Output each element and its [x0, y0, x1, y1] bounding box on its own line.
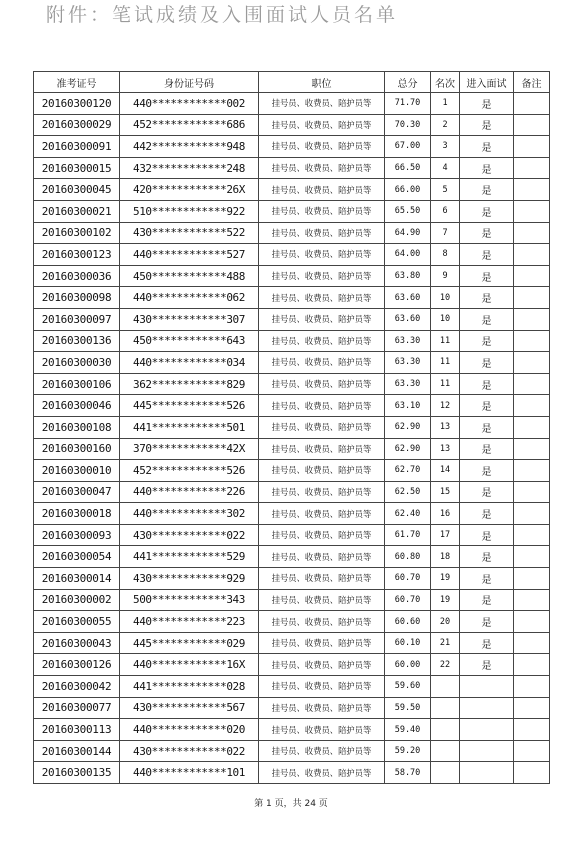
position-cell: 挂号员、收费员、陪护员等	[259, 503, 385, 525]
interview-cell: 是	[460, 416, 514, 438]
rank-cell	[431, 719, 460, 741]
rank-cell: 13	[431, 416, 460, 438]
score-cell: 58.70	[385, 762, 431, 784]
interview-cell: 是	[460, 546, 514, 568]
rank-cell: 2	[431, 114, 460, 136]
interview-cell	[460, 762, 514, 784]
score-cell: 71.70	[385, 93, 431, 115]
score-cell: 63.30	[385, 352, 431, 374]
position-cell: 挂号员、收费员、陪护员等	[259, 416, 385, 438]
id-card-cell: 430************522	[120, 222, 259, 244]
interview-cell: 是	[460, 157, 514, 179]
rank-cell	[431, 697, 460, 719]
exam-id-cell: 20160300055	[34, 611, 120, 633]
table-row	[34, 460, 550, 482]
exam-id-cell: 20160300091	[34, 136, 120, 158]
id-card-cell: 440************302	[120, 503, 259, 525]
note-cell	[514, 762, 550, 784]
interview-cell: 是	[460, 287, 514, 309]
table-row	[34, 589, 550, 611]
exam-id-cell: 20160300054	[34, 546, 120, 568]
rank-cell: 10	[431, 308, 460, 330]
position-cell: 挂号员、收费员、陪护员等	[259, 719, 385, 741]
exam-id-cell: 20160300097	[34, 308, 120, 330]
score-cell: 63.80	[385, 265, 431, 287]
table-row	[34, 611, 550, 633]
interview-cell: 是	[460, 308, 514, 330]
interview-cell	[460, 719, 514, 741]
note-cell	[514, 654, 550, 676]
exam-id-cell: 20160300047	[34, 481, 120, 503]
rank-cell: 6	[431, 200, 460, 222]
score-cell: 63.30	[385, 330, 431, 352]
position-cell: 挂号员、收费员、陪护员等	[259, 157, 385, 179]
position-cell: 挂号员、收费员、陪护员等	[259, 546, 385, 568]
position-cell: 挂号员、收费员、陪护员等	[259, 740, 385, 762]
exam-id-cell: 20160300014	[34, 568, 120, 590]
interview-cell: 是	[460, 438, 514, 460]
id-card-cell: 440************101	[120, 762, 259, 784]
interview-cell: 是	[460, 524, 514, 546]
exam-id-cell: 20160300123	[34, 244, 120, 266]
table-row	[34, 568, 550, 590]
score-cell: 60.60	[385, 611, 431, 633]
exam-id-cell: 20160300015	[34, 157, 120, 179]
id-card-cell: 441************501	[120, 416, 259, 438]
position-cell: 挂号员、收费员、陪护员等	[259, 676, 385, 698]
interview-cell: 是	[460, 654, 514, 676]
score-cell: 62.90	[385, 416, 431, 438]
note-cell	[514, 330, 550, 352]
exam-id-cell: 20160300126	[34, 654, 120, 676]
interview-cell: 是	[460, 632, 514, 654]
interview-cell: 是	[460, 589, 514, 611]
table-row	[34, 719, 550, 741]
position-cell: 挂号员、收费员、陪护员等	[259, 460, 385, 482]
position-cell: 挂号员、收费员、陪护员等	[259, 200, 385, 222]
exam-id-cell: 20160300030	[34, 352, 120, 374]
interview-cell: 是	[460, 330, 514, 352]
id-card-cell: 430************307	[120, 308, 259, 330]
rank-cell	[431, 676, 460, 698]
score-cell: 62.90	[385, 438, 431, 460]
exam-id-cell: 20160300136	[34, 330, 120, 352]
table-row	[34, 654, 550, 676]
position-cell: 挂号员、收费员、陪护员等	[259, 222, 385, 244]
table-row	[34, 93, 550, 115]
exam-id-cell: 20160300045	[34, 179, 120, 201]
id-card-cell: 430************022	[120, 740, 259, 762]
id-card-cell: 445************526	[120, 395, 259, 417]
rank-cell: 19	[431, 568, 460, 590]
interview-cell: 是	[460, 179, 514, 201]
interview-cell: 是	[460, 352, 514, 374]
position-cell: 挂号员、收费员、陪护员等	[259, 114, 385, 136]
note-cell	[514, 589, 550, 611]
table-row	[34, 308, 550, 330]
interview-cell: 是	[460, 481, 514, 503]
rank-cell: 20	[431, 611, 460, 633]
table-row	[34, 697, 550, 719]
id-card-cell: 440************034	[120, 352, 259, 374]
exam-id-cell: 20160300036	[34, 265, 120, 287]
position-cell: 挂号员、收费员、陪护员等	[259, 654, 385, 676]
note-cell	[514, 352, 550, 374]
note-cell	[514, 719, 550, 741]
rank-cell: 12	[431, 395, 460, 417]
score-cell: 66.00	[385, 179, 431, 201]
note-cell	[514, 546, 550, 568]
results-table	[33, 71, 550, 784]
id-card-cell: 440************16X	[120, 654, 259, 676]
score-cell: 67.00	[385, 136, 431, 158]
table-row	[34, 373, 550, 395]
position-cell: 挂号员、收费员、陪护员等	[259, 244, 385, 266]
table-row	[34, 179, 550, 201]
rank-cell: 19	[431, 589, 460, 611]
table-body	[34, 93, 550, 784]
id-card-cell: 441************028	[120, 676, 259, 698]
rank-cell: 11	[431, 352, 460, 374]
score-cell: 70.30	[385, 114, 431, 136]
position-cell: 挂号员、收费员、陪护员等	[259, 611, 385, 633]
interview-cell: 是	[460, 136, 514, 158]
id-card-cell: 452************686	[120, 114, 259, 136]
column-header-interview: 进入面试	[460, 72, 514, 93]
id-card-cell: 420************26X	[120, 179, 259, 201]
note-cell	[514, 395, 550, 417]
score-cell: 62.40	[385, 503, 431, 525]
table-row	[34, 287, 550, 309]
id-card-cell: 430************022	[120, 524, 259, 546]
table-row	[34, 157, 550, 179]
interview-cell: 是	[460, 568, 514, 590]
note-cell	[514, 676, 550, 698]
id-card-cell: 440************020	[120, 719, 259, 741]
score-cell: 63.60	[385, 308, 431, 330]
id-card-cell: 432************248	[120, 157, 259, 179]
note-cell	[514, 481, 550, 503]
score-cell: 64.00	[385, 244, 431, 266]
page-footer: 第 1 页，共 24 页	[254, 799, 328, 809]
table-row	[34, 114, 550, 136]
position-cell: 挂号员、收费员、陪护员等	[259, 438, 385, 460]
interview-cell: 是	[460, 265, 514, 287]
position-cell: 挂号员、收费员、陪护员等	[259, 308, 385, 330]
note-cell	[514, 287, 550, 309]
position-cell: 挂号员、收费员、陪护员等	[259, 762, 385, 784]
exam-id-cell: 20160300043	[34, 632, 120, 654]
position-cell: 挂号员、收费员、陪护员等	[259, 330, 385, 352]
position-cell: 挂号员、收费员、陪护员等	[259, 697, 385, 719]
table-row	[34, 200, 550, 222]
id-card-cell: 450************643	[120, 330, 259, 352]
id-card-cell: 500************343	[120, 589, 259, 611]
interview-cell: 是	[460, 244, 514, 266]
exam-id-cell: 20160300135	[34, 762, 120, 784]
position-cell: 挂号员、收费员、陪护员等	[259, 287, 385, 309]
interview-cell	[460, 740, 514, 762]
exam-id-cell: 20160300102	[34, 222, 120, 244]
score-cell: 66.50	[385, 157, 431, 179]
position-cell: 挂号员、收费员、陪护员等	[259, 93, 385, 115]
score-cell: 60.80	[385, 546, 431, 568]
id-card-cell: 440************062	[120, 287, 259, 309]
rank-cell	[431, 740, 460, 762]
note-cell	[514, 373, 550, 395]
id-card-cell: 430************929	[120, 568, 259, 590]
note-cell	[514, 438, 550, 460]
score-cell: 59.60	[385, 676, 431, 698]
note-cell	[514, 740, 550, 762]
id-card-cell: 440************226	[120, 481, 259, 503]
note-cell	[514, 460, 550, 482]
score-cell: 65.50	[385, 200, 431, 222]
note-cell	[514, 244, 550, 266]
table-row	[34, 481, 550, 503]
score-cell: 64.90	[385, 222, 431, 244]
id-card-cell: 440************002	[120, 93, 259, 115]
position-cell: 挂号员、收费员、陪护员等	[259, 589, 385, 611]
exam-id-cell: 20160300093	[34, 524, 120, 546]
rank-cell: 4	[431, 157, 460, 179]
note-cell	[514, 632, 550, 654]
interview-cell: 是	[460, 503, 514, 525]
score-cell: 63.10	[385, 395, 431, 417]
rank-cell: 10	[431, 287, 460, 309]
table-row	[34, 244, 550, 266]
position-cell: 挂号员、收费员、陪护员等	[259, 179, 385, 201]
note-cell	[514, 611, 550, 633]
table-row	[34, 676, 550, 698]
score-cell: 63.30	[385, 373, 431, 395]
rank-cell: 11	[431, 373, 460, 395]
note-cell	[514, 114, 550, 136]
rank-cell: 16	[431, 503, 460, 525]
note-cell	[514, 524, 550, 546]
score-cell: 59.50	[385, 697, 431, 719]
exam-id-cell: 20160300077	[34, 697, 120, 719]
note-cell	[514, 93, 550, 115]
table-row	[34, 632, 550, 654]
position-cell: 挂号员、收费员、陪护员等	[259, 265, 385, 287]
note-cell	[514, 179, 550, 201]
column-header-position: 职位	[259, 72, 385, 93]
rank-cell: 13	[431, 438, 460, 460]
exam-id-cell: 20160300160	[34, 438, 120, 460]
position-cell: 挂号员、收费员、陪护员等	[259, 136, 385, 158]
table-row	[34, 136, 550, 158]
interview-cell: 是	[460, 395, 514, 417]
interview-cell: 是	[460, 93, 514, 115]
rank-cell: 3	[431, 136, 460, 158]
score-cell: 61.70	[385, 524, 431, 546]
exam-id-cell: 20160300098	[34, 287, 120, 309]
id-card-cell: 362************829	[120, 373, 259, 395]
position-cell: 挂号员、收费员、陪护员等	[259, 481, 385, 503]
exam-id-cell: 20160300010	[34, 460, 120, 482]
exam-id-cell: 20160300021	[34, 200, 120, 222]
interview-cell	[460, 676, 514, 698]
rank-cell: 22	[431, 654, 460, 676]
id-card-cell: 370************42X	[120, 438, 259, 460]
exam-id-cell: 20160300144	[34, 740, 120, 762]
table-row	[34, 740, 550, 762]
exam-id-cell: 20160300002	[34, 589, 120, 611]
note-cell	[514, 697, 550, 719]
id-card-cell: 450************488	[120, 265, 259, 287]
id-card-cell: 442************948	[120, 136, 259, 158]
column-header-exam-id: 准考证号	[34, 72, 120, 93]
id-card-cell: 440************223	[120, 611, 259, 633]
rank-cell	[431, 762, 460, 784]
table-row	[34, 265, 550, 287]
position-cell: 挂号员、收费员、陪护员等	[259, 373, 385, 395]
note-cell	[514, 503, 550, 525]
score-cell: 60.70	[385, 568, 431, 590]
interview-cell: 是	[460, 611, 514, 633]
rank-cell: 14	[431, 460, 460, 482]
exam-id-cell: 20160300018	[34, 503, 120, 525]
position-cell: 挂号员、收费员、陪护员等	[259, 568, 385, 590]
note-cell	[514, 265, 550, 287]
table-row	[34, 416, 550, 438]
position-cell: 挂号员、收费员、陪护员等	[259, 352, 385, 374]
table-row	[34, 330, 550, 352]
score-cell: 63.60	[385, 287, 431, 309]
table-row	[34, 438, 550, 460]
rank-cell: 7	[431, 222, 460, 244]
score-cell: 59.20	[385, 740, 431, 762]
position-cell: 挂号员、收费员、陪护员等	[259, 524, 385, 546]
id-card-cell: 510************922	[120, 200, 259, 222]
id-card-cell: 445************029	[120, 632, 259, 654]
exam-id-cell: 20160300106	[34, 373, 120, 395]
column-header-rank: 名次	[431, 72, 460, 93]
score-cell: 62.70	[385, 460, 431, 482]
rank-cell: 21	[431, 632, 460, 654]
note-cell	[514, 157, 550, 179]
exam-id-cell: 20160300108	[34, 416, 120, 438]
rank-cell: 15	[431, 481, 460, 503]
note-cell	[514, 136, 550, 158]
score-cell: 60.70	[385, 589, 431, 611]
interview-cell: 是	[460, 373, 514, 395]
note-cell	[514, 308, 550, 330]
id-card-cell: 441************529	[120, 546, 259, 568]
table-row	[34, 503, 550, 525]
score-cell: 60.00	[385, 654, 431, 676]
exam-id-cell: 20160300113	[34, 719, 120, 741]
rank-cell: 9	[431, 265, 460, 287]
note-cell	[514, 222, 550, 244]
interview-cell	[460, 697, 514, 719]
rank-cell: 5	[431, 179, 460, 201]
id-card-cell: 452************526	[120, 460, 259, 482]
rank-cell: 11	[431, 330, 460, 352]
position-cell: 挂号员、收费员、陪护员等	[259, 395, 385, 417]
interview-cell: 是	[460, 200, 514, 222]
rank-cell: 18	[431, 546, 460, 568]
column-header-score: 总分	[385, 72, 431, 93]
exam-id-cell: 20160300120	[34, 93, 120, 115]
score-cell: 60.10	[385, 632, 431, 654]
table-row	[34, 524, 550, 546]
interview-cell: 是	[460, 460, 514, 482]
rank-cell: 8	[431, 244, 460, 266]
exam-id-cell: 20160300046	[34, 395, 120, 417]
page-title: 附件：笔试成绩及入围面试人员名单	[46, 4, 399, 26]
table-row	[34, 762, 550, 784]
table-row	[34, 222, 550, 244]
table-row	[34, 546, 550, 568]
exam-id-cell: 20160300042	[34, 676, 120, 698]
position-cell: 挂号员、收费员、陪护员等	[259, 632, 385, 654]
id-card-cell: 440************527	[120, 244, 259, 266]
interview-cell: 是	[460, 114, 514, 136]
exam-id-cell: 20160300029	[34, 114, 120, 136]
column-header-note: 备注	[514, 72, 550, 93]
table-row	[34, 352, 550, 374]
id-card-cell: 430************567	[120, 697, 259, 719]
rank-cell: 17	[431, 524, 460, 546]
score-cell: 62.50	[385, 481, 431, 503]
column-header-id-card: 身份证号码	[120, 72, 259, 93]
note-cell	[514, 568, 550, 590]
rank-cell: 1	[431, 93, 460, 115]
table-header-row	[34, 72, 550, 93]
note-cell	[514, 200, 550, 222]
note-cell	[514, 416, 550, 438]
score-cell: 59.40	[385, 719, 431, 741]
interview-cell: 是	[460, 222, 514, 244]
table-row	[34, 395, 550, 417]
